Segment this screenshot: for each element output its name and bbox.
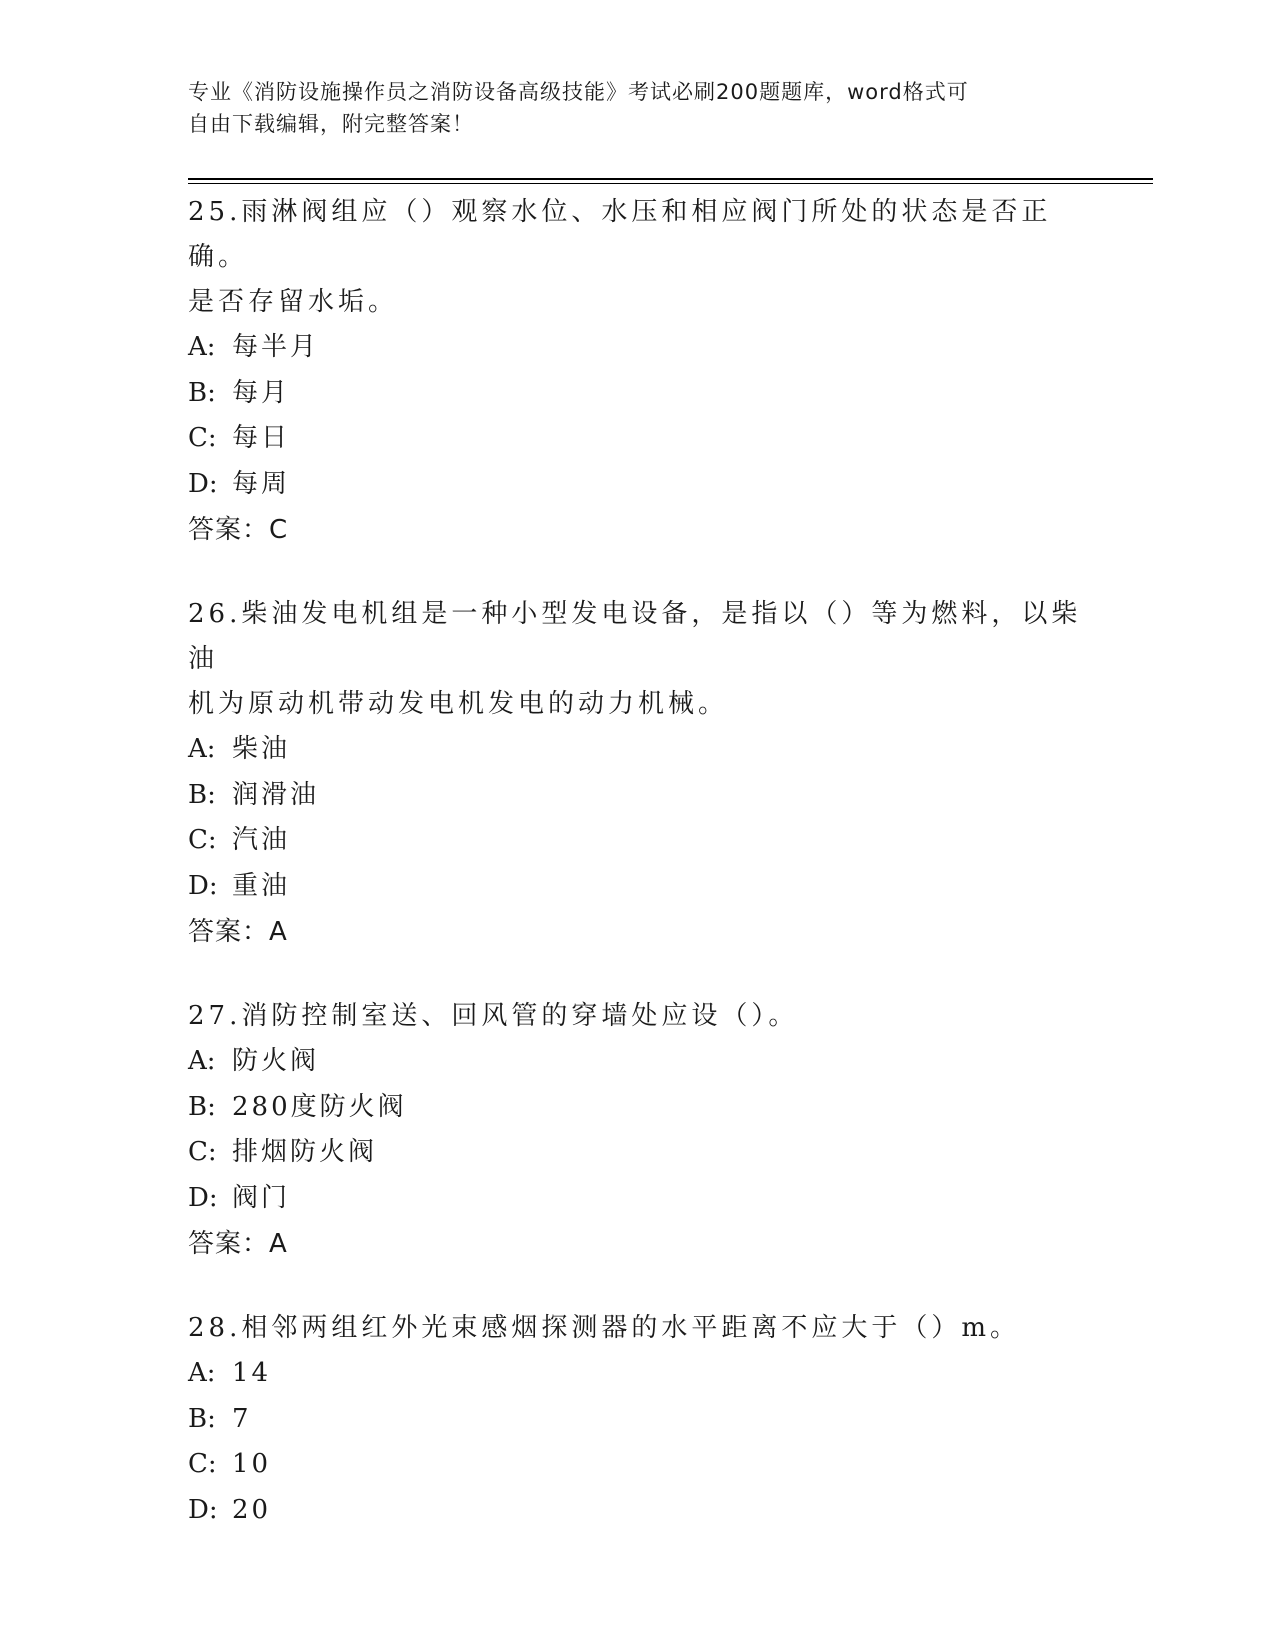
header-divider-thin — [188, 183, 1153, 184]
option-a — [188, 1351, 1088, 1397]
question-stem-line-1: 26.柴油发电机组是一种小型发电设备，是指以（）等为燃料，以柴油 — [188, 599, 1082, 674]
option-c — [188, 416, 1088, 462]
option-text: 14 — [232, 1358, 272, 1388]
answer-line: 答案：A — [188, 1229, 288, 1259]
question-stem-line-1: 25.雨淋阀组应（）观察水位、水压和相应阀门所处的状态是否正确。 — [188, 197, 1052, 272]
question-25 — [188, 190, 1088, 553]
option-key: D: — [188, 1494, 218, 1525]
option-text: 阀门 — [232, 1182, 291, 1213]
question-stem-line-1: 27.消防控制室送、回风管的穿墙处应设（）。 — [188, 1001, 799, 1031]
option-d — [188, 1176, 1088, 1222]
answer-line: 答案：C — [188, 515, 289, 545]
option-d — [188, 462, 1088, 508]
option-key: D: — [188, 1182, 218, 1213]
question-stem-line-1: 28.相邻两组红外光束感烟探测器的水平距离不应大于（）m。 — [188, 1313, 1021, 1343]
option-key: D: — [188, 468, 218, 499]
option-key: C: — [188, 1137, 217, 1167]
answer-line: 答案：A — [188, 917, 288, 947]
header-divider-thick — [188, 178, 1153, 180]
option-key: A: — [188, 734, 216, 764]
header-line-2: 自由下载编辑，附完整答案！ — [188, 112, 474, 136]
option-key: C: — [188, 1449, 217, 1479]
option-key: B: — [188, 779, 216, 810]
question-28 — [188, 1306, 1088, 1533]
option-text: 每周 — [232, 468, 291, 499]
option-d — [188, 1488, 1088, 1534]
option-text: 每半月 — [232, 332, 320, 362]
question-26 — [188, 592, 1088, 955]
option-text: 柴油 — [232, 734, 291, 764]
question-stem-line-2: 机为原动机带动发电机发电的动力机械。 — [188, 689, 729, 719]
option-key: B: — [188, 377, 216, 408]
option-a — [188, 727, 1088, 773]
option-text: 20 — [232, 1494, 272, 1525]
option-text: 重油 — [232, 870, 291, 901]
option-text: 汽油 — [232, 825, 291, 855]
option-b — [188, 1085, 1088, 1131]
option-b — [188, 371, 1088, 417]
option-key: A: — [188, 1046, 216, 1076]
option-text: 7 — [232, 1403, 252, 1434]
option-text: 10 — [232, 1449, 272, 1479]
option-c — [188, 1130, 1088, 1176]
option-text: 每日 — [232, 423, 291, 453]
option-text: 每月 — [232, 377, 291, 408]
option-key: A: — [188, 1358, 216, 1388]
option-b — [188, 1397, 1088, 1443]
option-a — [188, 325, 1088, 371]
option-c — [188, 1442, 1088, 1488]
question-list — [188, 190, 1088, 1572]
option-c — [188, 818, 1088, 864]
question-27 — [188, 994, 1088, 1267]
option-key: C: — [188, 423, 217, 453]
question-stem-line-2: 是否存留水垢。 — [188, 287, 399, 317]
header-line-1: 专业《消防设施操作员之消防设备高级技能》考试必刷200题题库，word格式可 — [188, 80, 969, 104]
option-key: D: — [188, 870, 218, 901]
option-key: C: — [188, 825, 217, 855]
option-key: B: — [188, 1403, 216, 1434]
option-a — [188, 1039, 1088, 1085]
option-text: 润滑油 — [232, 779, 320, 810]
option-key: A: — [188, 332, 216, 362]
option-b — [188, 773, 1088, 819]
option-d — [188, 864, 1088, 910]
option-text: 280度防火阀 — [232, 1091, 407, 1122]
option-text: 防火阀 — [232, 1046, 320, 1076]
document-header — [188, 76, 1088, 140]
option-text: 排烟防火阀 — [232, 1137, 378, 1167]
option-key: B: — [188, 1091, 216, 1122]
